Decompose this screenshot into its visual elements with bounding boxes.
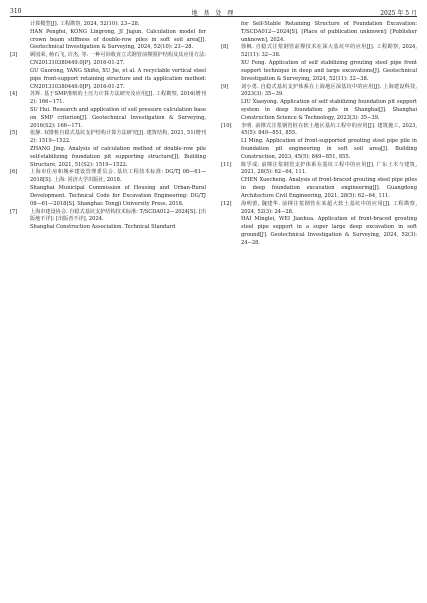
reference-entry xyxy=(10,21,206,52)
reference-number: [10] xyxy=(221,122,232,129)
issue-date: 2025 年 5 月 xyxy=(380,10,417,17)
reference-text-chinese: 计算模型[J]. 工程勘察, 2024, 52(10): 23−28. xyxy=(30,21,140,27)
reference-text-english: XU Feng. Application of self stabilizing grouting steel pipe front support technique in deep and large excavations[J]. Geotechnical Investigation & Surveying, 2024, 52(11): 32−38. xyxy=(241,60,417,82)
reference-entry xyxy=(10,209,206,232)
reference-entry xyxy=(221,21,417,44)
reference-text-english: HAI Minglei, WEI Jianhua. Application of front-braced grouting steel pipe support in a super large deep excavation in soft ground[J]. Geotechnical Investigation & Surveying, 2024, 52(3): 24−28. xyxy=(241,216,417,246)
reference-entry xyxy=(221,162,417,201)
reference-entry xyxy=(10,130,206,169)
reference-number: [3] xyxy=(10,52,18,59)
journal-title: 地 基 处 理 xyxy=(191,10,236,17)
reference-entry xyxy=(221,123,417,162)
reference-text-english: CHEN Xuecheng. Analysis of front-braced grouting steel pipe piles in deep foundation excavation engineering[J]. Guangdong Architecture Civil Engineering, 2021, 28(5): 62−64, 111. xyxy=(241,177,417,199)
reference-number: [9] xyxy=(221,83,229,90)
reference-text-chinese: 李明. 前撑式注浆钢管桩在软土地区基坑工程中的应用[J]. 建筑施工, 2023, 45(5): 849−851, 855. xyxy=(241,122,417,137)
reference-text-english: LIU Xiaoyong. Application of self stabilizing foundation pit support system in deep foundation pits in Shanghai[J]. Shanghai Construction Science & Technology, 2023(3): 35−39. xyxy=(241,99,417,121)
reference-text-chinese: 顾国荣, 杨石飞, 许杰, 等. 一种可回收直立式钢管前撑围护结构及其应用方法: CN201310380449.0[P]. 2016-01-27. xyxy=(30,52,206,67)
reference-entry xyxy=(221,201,417,248)
reference-number: [11] xyxy=(221,161,232,168)
reference-text-chinese: 苏辉. 基于SMP准则的土压力计算方法研究及应用[J]. 工程勘察, 2016(增刊2): 166−171. xyxy=(30,91,206,106)
reference-text-chinese: 上海市建设协会. 自稳式基坑支护结构技术标准: T/SCDA012—2024[S]. [出版地不详]: [出版者不详], 2024. xyxy=(30,208,206,223)
reference-text-chinese: 刘小勇. 自稳式基坑支护体系在上海地区深基坑中的应用[J]. 上海建设科技, 2023(3): 35−39. xyxy=(241,83,417,98)
reference-text-english: HAN Pengfei, KONG Lingrong, JI Jiajun. Calculation model for crown beam stiffness of double-row piles in soft soil area[J]. Geotechnical Investigation & Surveying, 2024, 52(10): 23−28. xyxy=(30,28,206,51)
reference-column-left xyxy=(10,21,206,232)
reference-entry xyxy=(221,84,417,123)
reference-text-chinese: 张静. 双排桩自稳式基坑支护结构计算方法研究[J]. 建筑结构, 2021, 51(增刊2): 1519−1522. xyxy=(30,130,206,145)
reference-entry xyxy=(10,52,206,91)
reference-number: [7] xyxy=(10,208,18,215)
reference-number: [5] xyxy=(10,130,18,137)
header-rule xyxy=(10,16,417,17)
reference-text-english: SU Hui. Research and application of soil pressure calculation base on SMP criterion[J]. Geotechnical Investigation & Surveying, 2016(S2): 166−171. xyxy=(30,106,206,129)
reference-text-english: for Self-Stable Retaining Structure of Foundation Excavation: T/SCDA012—2024[S]. [Place of publication unknown]: [Publisher unknown], 2024. xyxy=(241,21,417,43)
reference-entry xyxy=(10,91,206,130)
reference-number: [8] xyxy=(221,44,229,51)
reference-text-chinese: 陈学成. 前撑注浆钢管支护体系在基坑工程中的应用[J]. 广东土木与建筑, 2021, 28(5): 62−64, 111. xyxy=(241,161,417,176)
reference-text-english: Shanghai Municipal Commission of Housing and Urban-Rural Development. Technical Code for Excavation Engineering: DG/TJ 08—61—2018[S]. Shanghai: Tongji University Press, 2018. xyxy=(30,185,206,207)
reference-text-chinese: 上海市住房和城乡建设管理委员会. 基坑工程技术标准: DG/TJ 08—61—2018[S]. 上海: 同济大学出版社, 2018. xyxy=(30,169,206,184)
reference-number: [4] xyxy=(10,91,18,98)
reference-text-english: Shanghai Construction Association. Technical Standard xyxy=(30,224,176,231)
reference-text-english: GU Guorong, YANG Shifei, XU Jie, et al. A recyclable vertical steel pipe front-support retaining structure and its application method: CN201310380449.0[P]. 2016-01-27. xyxy=(30,67,206,90)
reference-entry xyxy=(10,169,206,208)
reference-text-english: ZHANG Jing. Analysis of calculation method of double-row pile self-stabilizing foundation pit supporting structure[J]. Building Structure, 2021, 51(S2): 1519−1522. xyxy=(30,146,206,168)
page-number: 310 xyxy=(10,8,22,15)
reference-text-chinese: 徐枫. 自稳式注浆钢管前撑技术在深大基坑中的应用[J]. 工程勘察, 2024, 52(11): 32−38. xyxy=(241,44,417,59)
reference-number: [12] xyxy=(221,200,232,207)
reference-text-english: LI Ming. Application of front-supported grouting steel pipe pile in foundation pit engineering in soft soil area[J]. Building Construction, 2023, 45(5): 849−851, 855. xyxy=(241,138,417,160)
reference-text-chinese: 海明蕾, 魏建华. 前撑注浆钢管在某超大软土基坑中的应用[J]. 工程勘察, 2024, 52(3): 24−28. xyxy=(241,200,417,215)
reference-number: [6] xyxy=(10,169,18,176)
reference-column-right xyxy=(221,21,417,248)
reference-entry xyxy=(221,44,417,83)
